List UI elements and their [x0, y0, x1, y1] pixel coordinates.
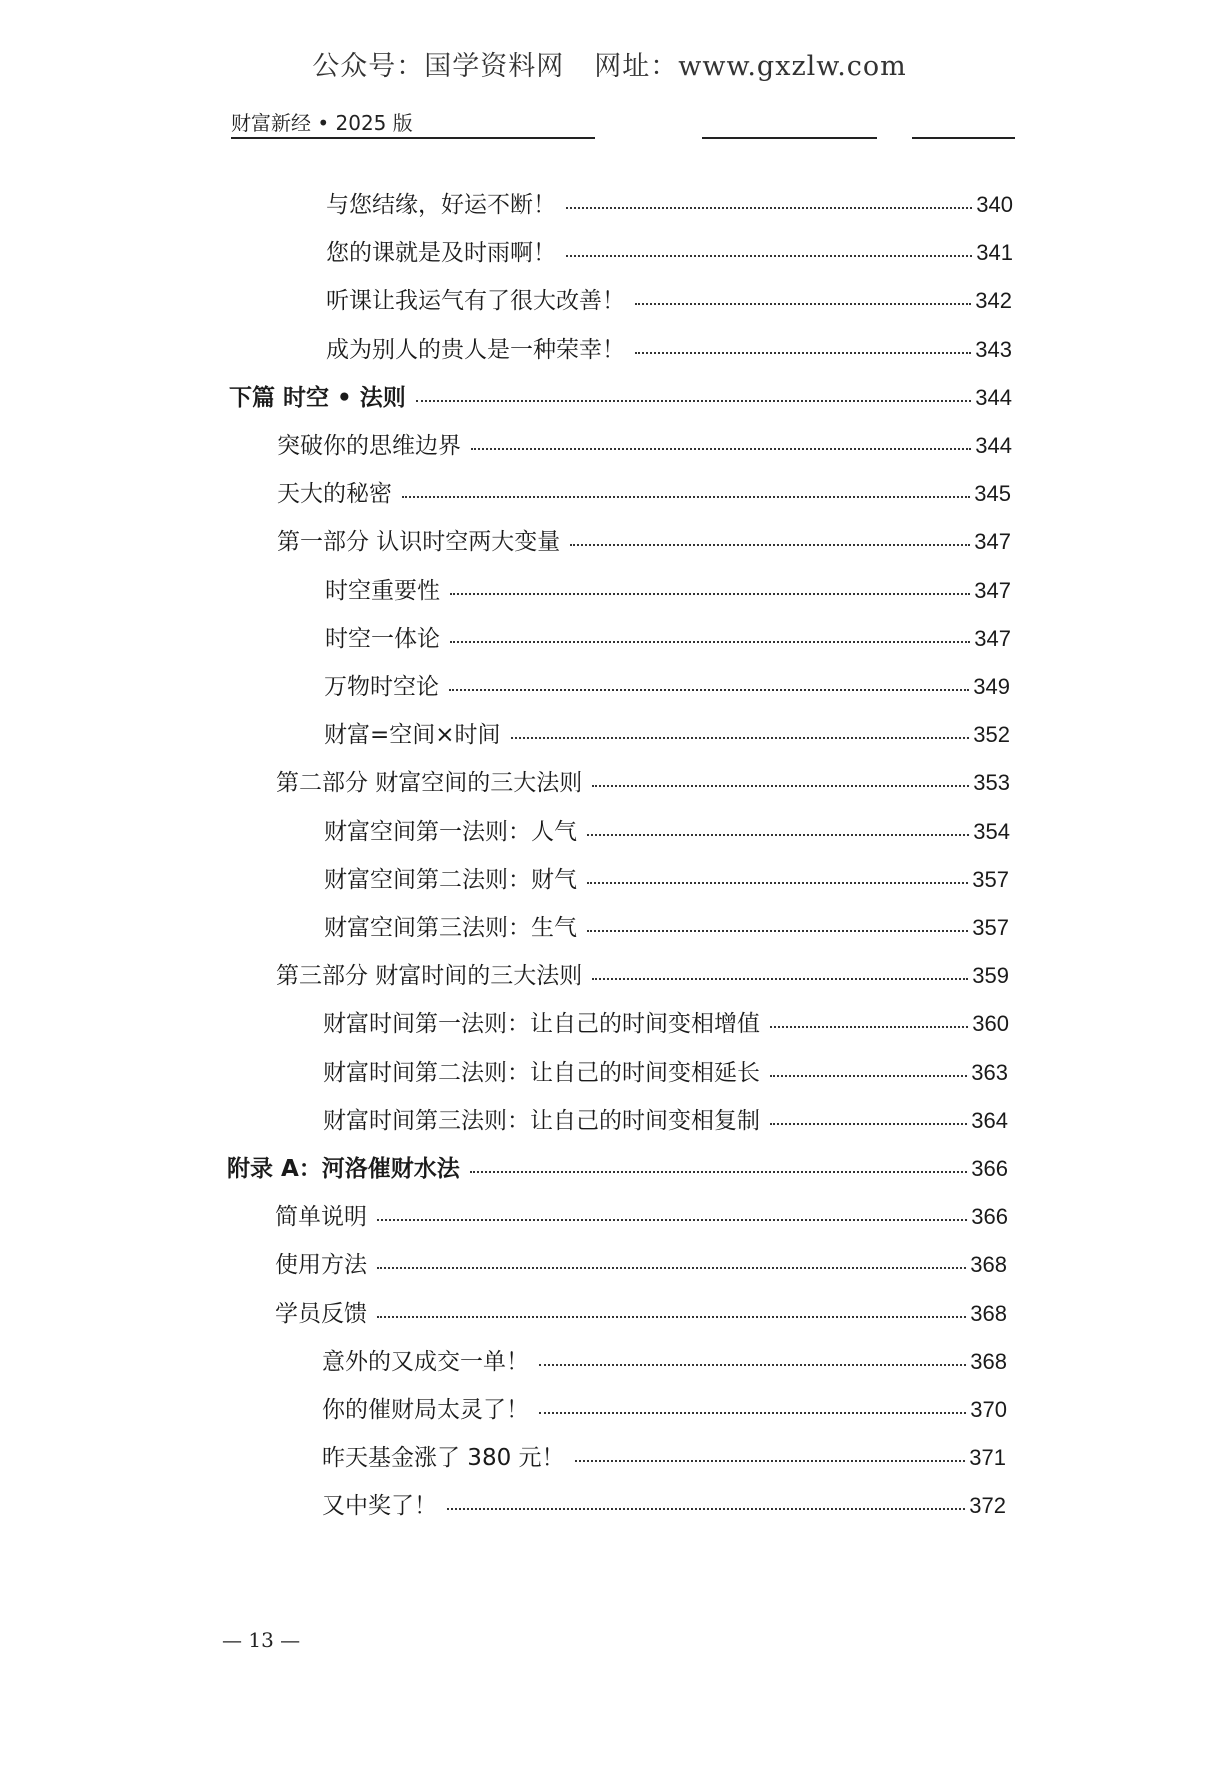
toc-entry-title: 意外的又成交一单！ — [322, 1349, 529, 1375]
toc-entry-page: 364 — [971, 1108, 1008, 1133]
toc-entry-page: 347 — [974, 529, 1011, 554]
toc-entry[interactable] — [276, 957, 1009, 997]
toc-leader-dots — [770, 1123, 967, 1125]
toc-entry-page: 343 — [975, 337, 1012, 362]
toc-entry-title: 财富时间第二法则：让自己的时间变相延长 — [323, 1060, 760, 1086]
toc-entry-title: 学员反馈 — [275, 1301, 367, 1327]
toc-leader-dots — [402, 496, 970, 498]
toc-leader-dots — [416, 400, 972, 402]
toc-entry-page: 357 — [972, 867, 1009, 892]
toc-entry[interactable] — [323, 1102, 1008, 1142]
toc-leader-dots — [587, 834, 969, 836]
header-rule-middle — [702, 137, 877, 139]
toc-entry-title: 昨天基金涨了 380 元！ — [322, 1445, 565, 1471]
toc-entry-title: 简单说明 — [275, 1204, 367, 1230]
toc-entry-title: 天大的秘密 — [277, 481, 392, 507]
toc-entry-title: 又中奖了！ — [322, 1493, 437, 1519]
toc-entry[interactable] — [324, 716, 1010, 756]
toc-entry-title: 时空重要性 — [325, 578, 440, 604]
toc-leader-dots — [570, 544, 970, 546]
toc-entry[interactable] — [227, 1150, 1008, 1190]
toc-leader-dots — [592, 978, 968, 980]
toc-entry-page: 368 — [970, 1252, 1007, 1277]
toc-leader-dots — [770, 1026, 968, 1028]
toc-entry[interactable] — [277, 427, 1012, 467]
toc-leader-dots — [587, 882, 968, 884]
header-rule-left — [231, 137, 595, 139]
toc-entry-page: 366 — [971, 1156, 1008, 1181]
toc-entry[interactable] — [326, 234, 1013, 274]
toc-entry[interactable] — [325, 620, 1011, 660]
toc-entry-title: 万物时空论 — [324, 674, 439, 700]
toc-entry-title: 你的催财局太灵了！ — [322, 1397, 529, 1423]
toc-entry[interactable] — [324, 668, 1010, 708]
toc-entry-title: 财富时间第三法则：让自己的时间变相复制 — [323, 1108, 760, 1134]
toc-entry-title: 与您结缘，好运不断！ — [326, 192, 556, 218]
toc-leader-dots — [566, 255, 972, 257]
toc-entry-page: 357 — [972, 915, 1009, 940]
toc-entry[interactable] — [324, 813, 1010, 853]
toc-leader-dots — [539, 1364, 966, 1366]
toc-entry-page: 349 — [973, 674, 1010, 699]
toc-entry-title: 财富时间第一法则：让自己的时间变相增值 — [323, 1011, 760, 1037]
running-head: 财富新经 • 2025 版 — [231, 111, 413, 135]
toc-leader-dots — [635, 303, 971, 305]
toc-entry-page: 370 — [970, 1397, 1007, 1422]
toc-entry[interactable] — [277, 475, 1011, 515]
toc-entry-page: 368 — [970, 1349, 1007, 1374]
toc-entry-page: 353 — [973, 770, 1010, 795]
toc-entry[interactable] — [322, 1439, 1006, 1479]
toc-leader-dots — [471, 448, 971, 450]
toc-entry-title: 您的课就是及时雨啊！ — [326, 240, 556, 266]
toc-entry[interactable] — [275, 1246, 1007, 1286]
toc-entry[interactable] — [229, 379, 1012, 419]
toc-entry-page: 340 — [976, 192, 1013, 217]
toc-entry-title: 财富空间第一法则：人气 — [324, 819, 577, 845]
toc-entry-page: 372 — [969, 1493, 1006, 1518]
toc-entry[interactable] — [323, 1005, 1009, 1045]
toc-leader-dots — [592, 785, 969, 787]
toc-entry-title: 财富空间第三法则：生气 — [324, 915, 577, 941]
toc-entry-page: 344 — [975, 433, 1012, 458]
toc-entry-page: 368 — [970, 1301, 1007, 1326]
toc-entry-page: 341 — [976, 240, 1013, 265]
watermark-url: 网址：www.gxzlw.com — [594, 51, 907, 82]
toc-entry-page: 360 — [972, 1011, 1009, 1036]
toc-leader-dots — [450, 593, 970, 595]
toc-entry-title: 突破你的思维边界 — [277, 433, 461, 459]
toc-entry-title: 财富空间第二法则：财气 — [324, 867, 577, 893]
toc-entry[interactable] — [322, 1343, 1007, 1383]
toc-leader-dots — [539, 1412, 966, 1414]
toc-entry[interactable] — [325, 572, 1011, 612]
toc-entry[interactable] — [326, 186, 1013, 226]
toc-leader-dots — [587, 930, 968, 932]
header-rule-right — [912, 137, 1015, 139]
toc-entry-title: 第一部分 认识时空两大变量 — [277, 529, 561, 555]
toc-leader-dots — [575, 1460, 966, 1462]
toc-entry-page: 347 — [974, 578, 1011, 603]
toc-entry-title: 使用方法 — [275, 1252, 367, 1278]
toc-entry[interactable] — [275, 1198, 1008, 1238]
toc-leader-dots — [566, 207, 972, 209]
toc-entry-title: 时空一体论 — [325, 626, 440, 652]
toc-entry-page: 345 — [974, 481, 1011, 506]
toc-leader-dots — [511, 737, 970, 739]
toc-entry[interactable] — [275, 1295, 1007, 1335]
toc-entry-title: 第二部分 财富空间的三大法则 — [276, 770, 583, 796]
toc-entry[interactable] — [326, 282, 1012, 322]
toc-entry-page: 363 — [971, 1060, 1008, 1085]
toc-entry[interactable] — [326, 331, 1012, 371]
toc-entry-page: 366 — [971, 1204, 1008, 1229]
toc-entry[interactable] — [276, 764, 1010, 804]
toc-leader-dots — [450, 641, 970, 643]
toc-entry-page: 354 — [973, 819, 1010, 844]
toc-leader-dots — [449, 689, 969, 691]
toc-entry[interactable] — [324, 861, 1009, 901]
toc-leader-dots — [377, 1219, 967, 1221]
toc-entry-page: 359 — [972, 963, 1009, 988]
toc-entry-title: 听课让我运气有了很大改善！ — [326, 288, 625, 314]
toc-entry-page: 342 — [975, 288, 1012, 313]
toc-leader-dots — [635, 352, 971, 354]
toc-entry-title: 附录 A：河洛催财水法 — [227, 1156, 460, 1182]
toc-leader-dots — [470, 1171, 967, 1173]
watermark-account: 公众号：国学资料网 — [312, 51, 565, 82]
toc-entry-title: 成为别人的贵人是一种荣幸！ — [326, 337, 625, 363]
page-number: — 13 — — [222, 1628, 301, 1652]
toc-leader-dots — [447, 1508, 965, 1510]
watermark-banner — [0, 44, 1219, 83]
toc-entry-title: 下篇 时空 • 法则 — [229, 385, 406, 411]
toc-entry-page: 371 — [969, 1445, 1006, 1470]
toc-leader-dots — [377, 1316, 966, 1318]
toc-entry-title: 财富=空间×时间 — [324, 722, 501, 748]
toc-entry[interactable] — [324, 909, 1009, 949]
toc-entry[interactable] — [277, 523, 1011, 563]
toc-leader-dots — [770, 1075, 967, 1077]
toc-entry-title: 第三部分 财富时间的三大法则 — [276, 963, 583, 989]
toc-entry-page: 347 — [974, 626, 1011, 651]
toc-entry-page: 352 — [973, 722, 1010, 747]
toc-entry[interactable] — [323, 1054, 1008, 1094]
toc-entry[interactable] — [322, 1487, 1006, 1527]
toc-entry[interactable] — [322, 1391, 1007, 1431]
toc-entry-page: 344 — [975, 385, 1012, 410]
toc-leader-dots — [377, 1267, 966, 1269]
